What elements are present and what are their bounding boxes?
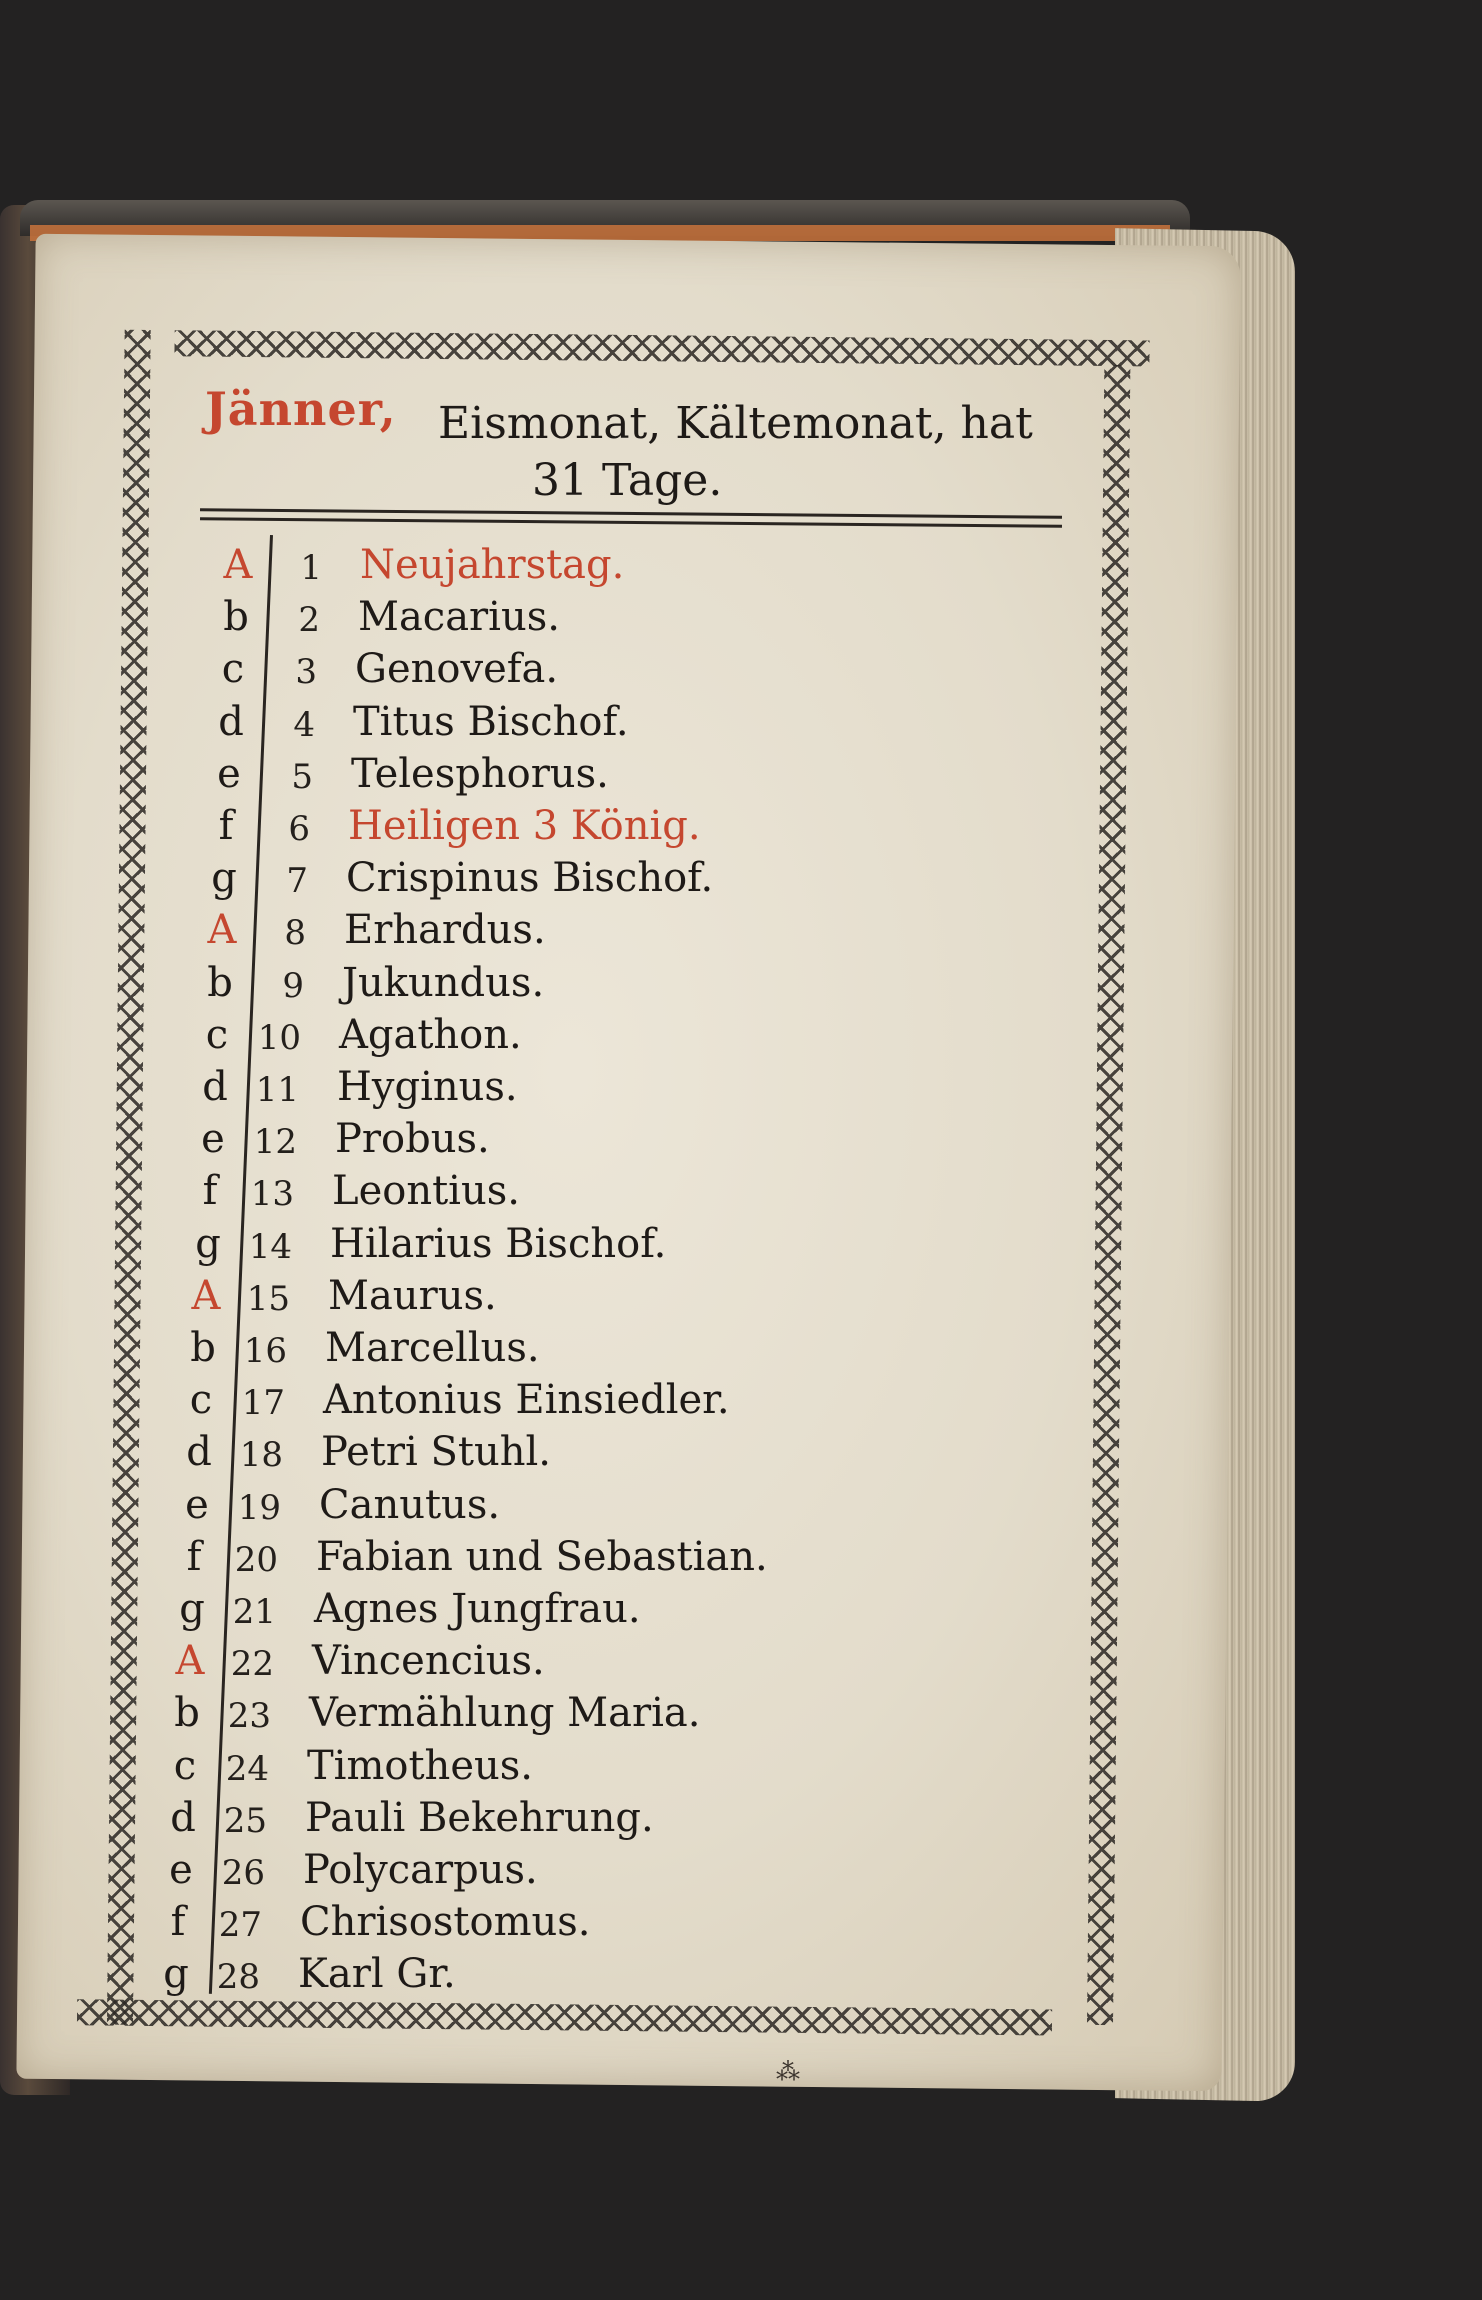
day-number: 5 (291, 756, 313, 797)
sunday-letter: c (189, 1377, 213, 1424)
day-number: 16 (243, 1331, 287, 1371)
saint-name: Antonius Einsiedler. (323, 1377, 730, 1424)
sunday-letter: g (211, 855, 237, 902)
sunday-letter: e (185, 1481, 209, 1528)
day-number: 10 (257, 1017, 301, 1058)
saint-name: Probus. (335, 1116, 490, 1163)
sunday-letter: d (202, 1064, 228, 1110)
day-number: 24 (225, 1748, 269, 1789)
saint-name: Petri Stuhl. (321, 1429, 551, 1476)
day-number: 28 (216, 1957, 260, 1998)
day-number: 26 (221, 1853, 265, 1893)
sunday-letter: e (217, 750, 241, 797)
sunday-letter: d (186, 1429, 212, 1476)
saint-name: Fabian und Sebastian. (316, 1533, 768, 1580)
saint-name: Vermählung Maria. (309, 1690, 701, 1737)
sunday-letter: f (202, 1168, 218, 1215)
month-description: Eismonat, Kältemonat, hat (438, 398, 1033, 449)
saint-name: Agnes Jungfrau. (314, 1586, 641, 1632)
day-number: 14 (248, 1226, 292, 1267)
day-number: 12 (253, 1122, 297, 1163)
saint-name: Chrisostomus. (300, 1899, 591, 1946)
sunday-letter: A (175, 1638, 205, 1685)
day-number: 25 (223, 1800, 267, 1841)
sunday-letter: d (218, 698, 244, 745)
saint-name: Macarius. (358, 594, 560, 641)
saint-name: Agathon. (339, 1011, 522, 1058)
saint-name: Telesphorus. (351, 750, 609, 797)
frame-left-border (107, 330, 151, 2025)
saint-name: Timotheus. (307, 1742, 533, 1789)
saint-name: Leontius. (332, 1168, 520, 1215)
sunday-letter: f (218, 803, 234, 849)
frame-bottom-border (77, 1999, 1052, 2035)
sunday-letter: e (169, 1847, 193, 1893)
day-number: 11 (255, 1070, 299, 1110)
saint-name: Titus Bischof. (353, 698, 629, 745)
sunday-letter: e (201, 1116, 225, 1163)
sunday-letter: A (223, 542, 253, 588)
sunday-letter: f (170, 1899, 186, 1946)
day-number: 20 (234, 1539, 278, 1580)
frame-right-border (1087, 365, 1130, 2025)
saint-name: Polycarpus. (303, 1847, 538, 1893)
day-number: 18 (239, 1435, 283, 1476)
sunday-letter: g (163, 1951, 189, 1998)
day-number: 17 (241, 1383, 285, 1424)
saint-name: Jukundus. (342, 959, 545, 1006)
sunday-letter: A (207, 907, 237, 954)
saint-name: Crispinus Bischof. (346, 855, 714, 902)
day-number: 8 (284, 913, 306, 954)
saint-name: Pauli Bekehrung. (305, 1794, 654, 1841)
day-number: 21 (232, 1592, 276, 1632)
saint-name: Hilarius Bischof. (330, 1220, 667, 1267)
saint-name: Erhardus. (344, 907, 546, 954)
day-number: 27 (218, 1905, 262, 1946)
saint-name: Hyginus. (337, 1064, 518, 1110)
saint-name: Canutus. (319, 1481, 501, 1528)
day-number: 23 (227, 1696, 271, 1737)
day-number: 15 (246, 1278, 290, 1319)
sunday-letter: c (173, 1742, 197, 1789)
sunday-letter: b (207, 959, 233, 1006)
saint-name: Karl Gr. (298, 1951, 456, 1998)
month-title: Jänner, (205, 382, 397, 436)
day-number: 22 (230, 1644, 274, 1685)
day-number: 1 (300, 548, 322, 588)
signature-mark: ⁂ (776, 2058, 800, 2086)
day-number: 13 (250, 1174, 294, 1215)
saint-name: Vincencius. (312, 1638, 545, 1685)
sunday-letter: c (205, 1011, 229, 1058)
sunday-letter: A (191, 1272, 221, 1319)
saint-name: Neujahrstag. (360, 542, 625, 588)
sunday-letter: b (174, 1690, 200, 1737)
sunday-letter: g (179, 1586, 205, 1632)
saint-name: Genovefa. (355, 646, 559, 693)
sunday-letter: b (190, 1325, 216, 1371)
day-number: 3 (295, 652, 317, 693)
day-number: 4 (293, 704, 315, 745)
day-number: 2 (298, 600, 320, 641)
sunday-letter: d (170, 1794, 196, 1841)
day-number: 9 (282, 965, 304, 1006)
saint-name: Maurus. (328, 1272, 497, 1319)
day-number: 6 (288, 809, 310, 849)
sunday-letter: b (223, 594, 249, 641)
day-number: 19 (237, 1487, 281, 1528)
month-day-count: 31 Tage. (532, 455, 723, 506)
saint-name: Heiligen 3 König. (348, 803, 701, 849)
sunday-letter: f (186, 1533, 202, 1580)
frame-top-border (174, 330, 1149, 366)
day-number: 7 (286, 861, 308, 902)
sunday-letter: g (195, 1220, 221, 1267)
saint-name: Marcellus. (325, 1325, 540, 1371)
sunday-letter: c (221, 646, 245, 693)
